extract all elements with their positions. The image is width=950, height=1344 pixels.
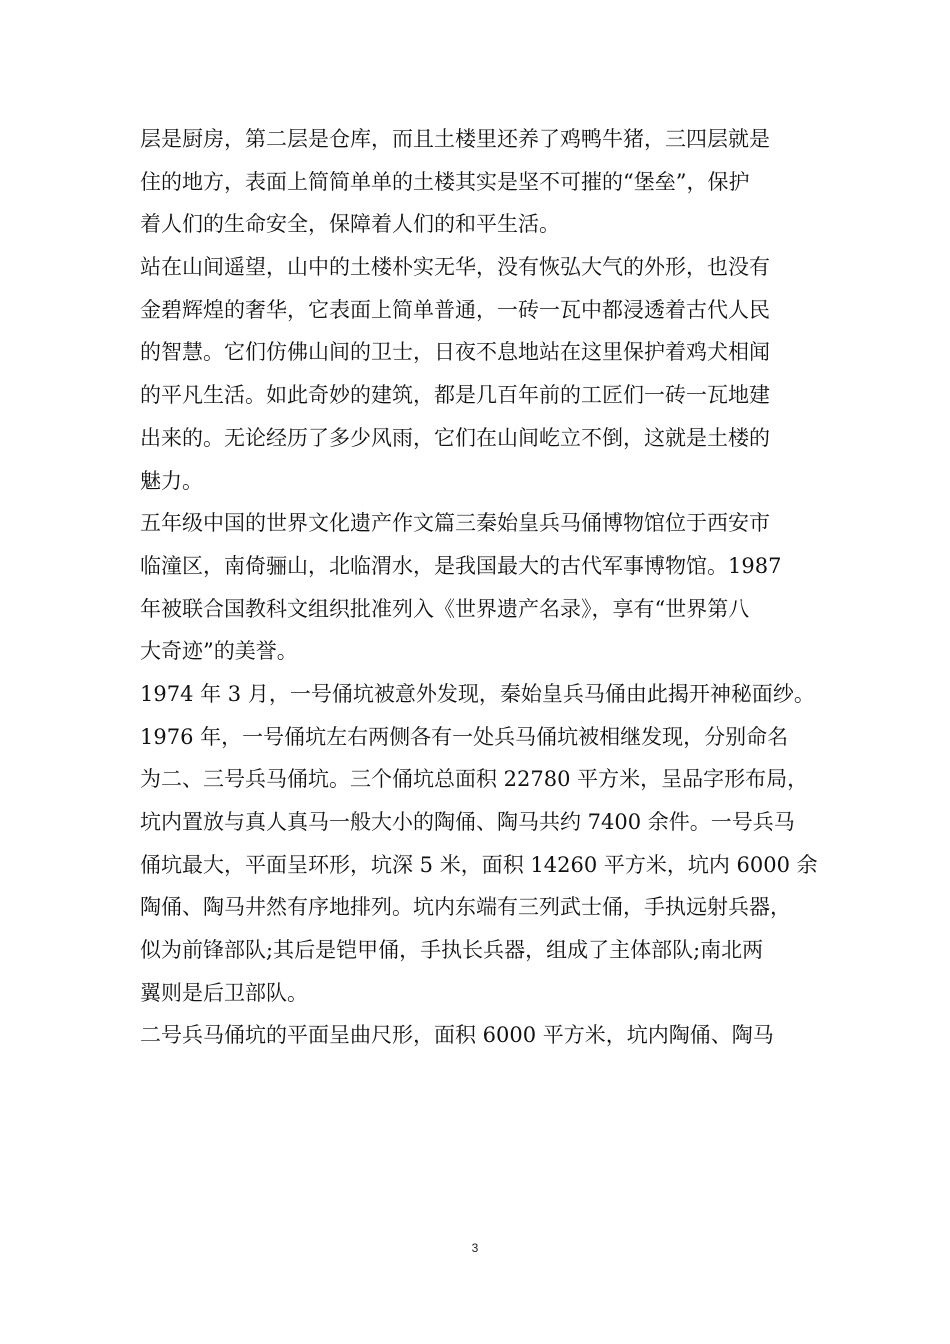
text-line: 五年级中国的世界文化遗产作文篇三秦始皇兵马俑博物馆位于西安市 [140,511,770,536]
text-line: 的平凡生活。如此奇妙的建筑，都是几百年前的工匠们一砖一瓦地建 [140,383,770,408]
text-line: 似为前锋部队;其后是铠甲俑，手执长兵器，组成了主体部队;南北两 [140,938,764,963]
text-line: 1976 年，一号俑坑左右两侧各有一处兵马俑坑被相继发现，分别命名 [140,724,789,749]
text-line: 大奇迹”的美誉。 [140,639,298,664]
text-line: 魅力。 [140,468,203,493]
text-line: 临潼区，南倚骊山，北临渭水，是我国最大的古代军事博物馆。1987 [140,553,782,578]
text-line: 层是厨房，第二层是仓库，而且土楼里还养了鸡鸭牛猪，三四层就是 [140,127,770,151]
page-number: 3 [471,1241,479,1255]
text-line: 二号兵马俑坑的平面呈曲尺形，面积 6000 平方米，坑内陶俑、陶马 [140,1023,774,1048]
text-line: 1974 年 3 月，一号俑坑被意外发现，秦始皇兵马俑由此揭开神秘面纱。 [140,681,815,706]
text-line: 出来的。无论经历了多少风雨，它们在山间屹立不倒，这就是土楼的 [140,425,770,450]
body-text [140,118,840,1057]
text-line: 金碧辉煌的奢华，它表面上简单普通，一砖一瓦中都浸透着古代人民 [140,297,770,322]
text-line: 住的地方，表面上简简单单的土楼其实是坚不可摧的“堡垒”，保护 [140,169,750,194]
text-line: 陶俑、陶马井然有序地排列。坑内东端有三列武士俑，手执远射兵器， [140,895,791,920]
text-line: 年被联合国教科文组织批准列入《世界遗产名录》，享有“世界第八 [140,596,750,621]
text-line: 着人们的生命安全，保障着人们的和平生活。 [140,212,560,237]
text-line: 坑内置放与真人真马一般大小的陶俑、陶马共约 7400 余件。一号兵马 [140,810,795,834]
text-line: 为二、三号兵马俑坑。三个俑坑总面积 22780 平方米，呈品字形布局， [140,767,809,792]
text-line: 翼则是后卫部队。 [140,980,308,1005]
text-line: 俑坑最大，平面呈环形，坑深 5 米，面积 14260 平方米，坑内 6000 余 [140,852,818,877]
text-line: 的智慧。它们仿佛山间的卫士，日夜不息地站在这里保护着鸡犬相闻 [140,340,770,365]
text-line: 站在山间遥望，山中的土楼朴实无华，没有恢弘大气的外形，也没有 [140,255,770,280]
